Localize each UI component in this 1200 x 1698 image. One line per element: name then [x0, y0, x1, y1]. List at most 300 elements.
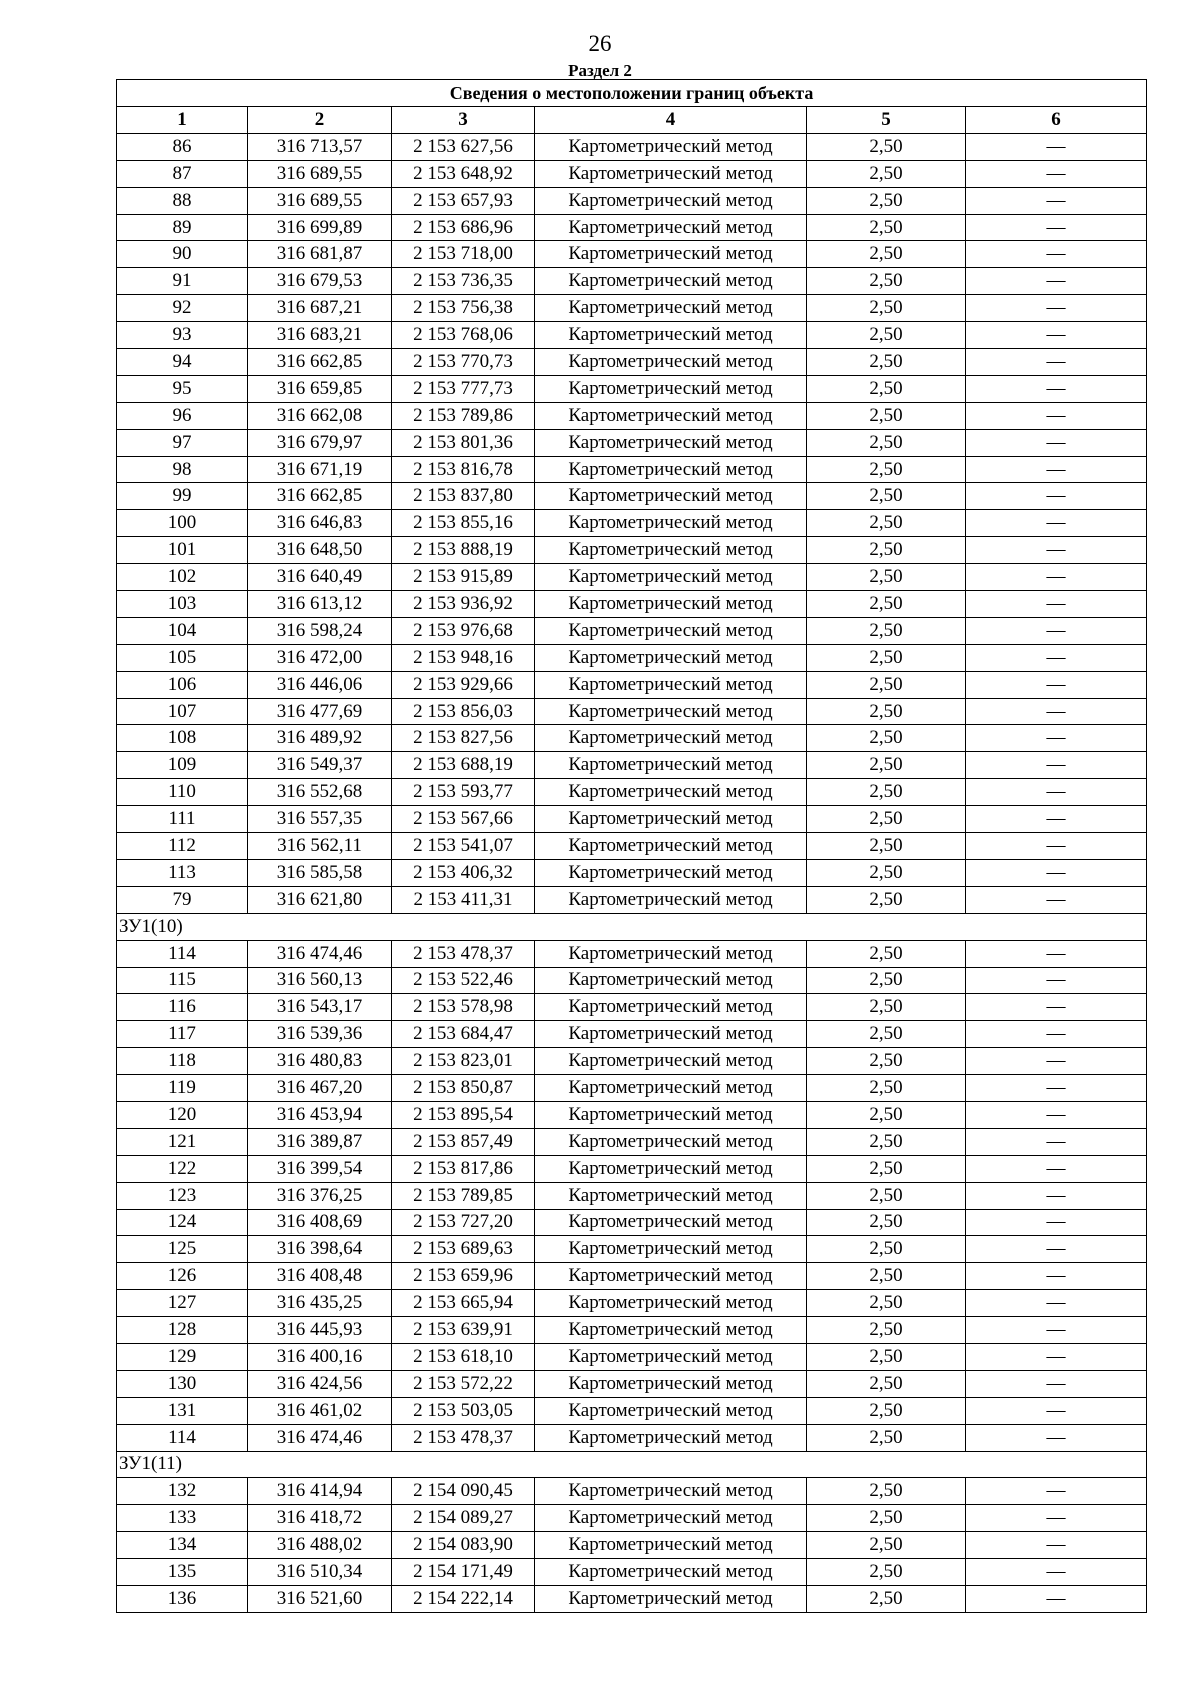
table-cell: Картометрический метод: [535, 752, 807, 779]
table-header-row: [117, 107, 1147, 134]
table-row: [117, 429, 1147, 456]
table-cell: 2,50: [807, 617, 966, 644]
table-row: [117, 1101, 1147, 1128]
table-cell: 2 153 816,78: [392, 456, 535, 483]
table-cell: 133: [117, 1505, 248, 1532]
table-cell: 316 400,16: [248, 1343, 392, 1370]
table-cell: 2 153 976,68: [392, 617, 535, 644]
table-cell: 110: [117, 779, 248, 806]
table-cell: 2,50: [807, 1317, 966, 1344]
table-cell: 2 153 857,49: [392, 1128, 535, 1155]
table-cell: Картометрический метод: [535, 1236, 807, 1263]
table-row: [117, 456, 1147, 483]
table-cell: Картометрический метод: [535, 375, 807, 402]
table-row: [117, 1559, 1147, 1586]
table-cell: 105: [117, 644, 248, 671]
table-cell: Картометрический метод: [535, 617, 807, 644]
table-row: [117, 510, 1147, 537]
table-cell: —: [966, 806, 1147, 833]
table-row: [117, 1182, 1147, 1209]
group-row: [117, 1451, 1147, 1478]
table-cell: Картометрический метод: [535, 1559, 807, 1586]
table-cell: 2,50: [807, 483, 966, 510]
table-cell: Картометрический метод: [535, 644, 807, 671]
table-cell: 135: [117, 1559, 248, 1586]
table-cell: —: [966, 1101, 1147, 1128]
table-cell: 127: [117, 1290, 248, 1317]
table-cell: 2,50: [807, 1532, 966, 1559]
table-cell: 2 153 789,86: [392, 402, 535, 429]
table-cell: 126: [117, 1263, 248, 1290]
table-row: [117, 1263, 1147, 1290]
table-cell: 101: [117, 537, 248, 564]
table-cell: Картометрический метод: [535, 1478, 807, 1505]
table-cell: 316 435,25: [248, 1290, 392, 1317]
table-cell: Картометрический метод: [535, 187, 807, 214]
table-cell: 2 153 627,56: [392, 133, 535, 160]
table-cell: 2,50: [807, 564, 966, 591]
table-cell: 98: [117, 456, 248, 483]
table-cell: 2 153 478,37: [392, 940, 535, 967]
table-cell: Картометрический метод: [535, 322, 807, 349]
table-cell: 2,50: [807, 429, 966, 456]
table-cell: 2 153 855,16: [392, 510, 535, 537]
table-cell: 2 153 503,05: [392, 1397, 535, 1424]
table-cell: 2 153 648,92: [392, 160, 535, 187]
table-cell: 116: [117, 994, 248, 1021]
table-cell: —: [966, 564, 1147, 591]
table-cell: 2,50: [807, 1424, 966, 1451]
table-cell: Картометрический метод: [535, 1397, 807, 1424]
table-cell: 2 153 718,00: [392, 241, 535, 268]
table-cell: 316 543,17: [248, 994, 392, 1021]
table-cell: Картометрический метод: [535, 537, 807, 564]
table-row: [117, 160, 1147, 187]
table-cell: —: [966, 1478, 1147, 1505]
table-cell: Картометрический метод: [535, 1209, 807, 1236]
table-cell: —: [966, 483, 1147, 510]
table-cell: Картометрический метод: [535, 671, 807, 698]
table-cell: 2 153 850,87: [392, 1075, 535, 1102]
table-cell: —: [966, 1585, 1147, 1612]
table-cell: 2,50: [807, 1263, 966, 1290]
table-row: [117, 1478, 1147, 1505]
table-cell: 2 153 827,56: [392, 725, 535, 752]
column-header: 4: [535, 107, 807, 134]
table-cell: 2,50: [807, 160, 966, 187]
table-row: [117, 295, 1147, 322]
table-cell: 2,50: [807, 591, 966, 618]
table-row: [117, 779, 1147, 806]
table-cell: 316 399,54: [248, 1155, 392, 1182]
table-cell: 2,50: [807, 859, 966, 886]
table-cell: —: [966, 1236, 1147, 1263]
table-cell: Картометрический метод: [535, 1182, 807, 1209]
table-cell: 114: [117, 1424, 248, 1451]
table-cell: 112: [117, 833, 248, 860]
table-row: [117, 967, 1147, 994]
table-cell: —: [966, 1424, 1147, 1451]
table-cell: —: [966, 1343, 1147, 1370]
table-row: [117, 617, 1147, 644]
table-row: [117, 322, 1147, 349]
table-cell: —: [966, 617, 1147, 644]
table-cell: 2,50: [807, 1021, 966, 1048]
table-cell: 2 154 089,27: [392, 1505, 535, 1532]
table-cell: 316 376,25: [248, 1182, 392, 1209]
table-cell: —: [966, 1075, 1147, 1102]
table-row: [117, 1209, 1147, 1236]
table-cell: 2,50: [807, 1478, 966, 1505]
table-cell: Картометрический метод: [535, 1290, 807, 1317]
table-row: [117, 1317, 1147, 1344]
table-cell: 316 662,08: [248, 402, 392, 429]
table-cell: 2,50: [807, 994, 966, 1021]
table-cell: 2,50: [807, 1236, 966, 1263]
table-cell: 88: [117, 187, 248, 214]
table-cell: 100: [117, 510, 248, 537]
table-cell: 104: [117, 617, 248, 644]
table-row: [117, 1397, 1147, 1424]
table-cell: 316 467,20: [248, 1075, 392, 1102]
table-row: [117, 402, 1147, 429]
table-cell: Картометрический метод: [535, 456, 807, 483]
table-body: [117, 133, 1147, 1612]
table-row: [117, 940, 1147, 967]
table-row: [117, 537, 1147, 564]
table-cell: 2 153 684,47: [392, 1021, 535, 1048]
table-cell: 2 153 789,85: [392, 1182, 535, 1209]
column-header: 1: [117, 107, 248, 134]
table-cell: Картометрический метод: [535, 510, 807, 537]
table-row: [117, 1236, 1147, 1263]
table-cell: 316 521,60: [248, 1585, 392, 1612]
table-cell: 2,50: [807, 402, 966, 429]
table-cell: 2 153 578,98: [392, 994, 535, 1021]
table-cell: 2 153 936,92: [392, 591, 535, 618]
table-cell: 2 153 618,10: [392, 1343, 535, 1370]
table-cell: 2,50: [807, 295, 966, 322]
table-cell: —: [966, 241, 1147, 268]
table-row: [117, 886, 1147, 913]
table-cell: 136: [117, 1585, 248, 1612]
table-cell: 2,50: [807, 806, 966, 833]
table-cell: —: [966, 1290, 1147, 1317]
table-cell: 2 154 222,14: [392, 1585, 535, 1612]
table-cell: —: [966, 187, 1147, 214]
table-cell: Картометрический метод: [535, 160, 807, 187]
table-cell: —: [966, 1559, 1147, 1586]
table-cell: 2 153 522,46: [392, 967, 535, 994]
table-cell: 2,50: [807, 886, 966, 913]
table-cell: —: [966, 886, 1147, 913]
table-cell: 130: [117, 1370, 248, 1397]
table-cell: 90: [117, 241, 248, 268]
table-cell: 2,50: [807, 214, 966, 241]
table-cell: 2,50: [807, 671, 966, 698]
table-cell: 316 408,69: [248, 1209, 392, 1236]
table-cell: 316 679,97: [248, 429, 392, 456]
table-cell: 316 414,94: [248, 1478, 392, 1505]
table-cell: 2,50: [807, 1290, 966, 1317]
column-header: 3: [392, 107, 535, 134]
table-cell: —: [966, 349, 1147, 376]
table-row: [117, 1343, 1147, 1370]
table-cell: 316 461,02: [248, 1397, 392, 1424]
table-cell: 2,50: [807, 833, 966, 860]
table-cell: —: [966, 1263, 1147, 1290]
table-row: [117, 833, 1147, 860]
table-row: [117, 1585, 1147, 1612]
table-cell: 107: [117, 698, 248, 725]
table-cell: 2,50: [807, 1397, 966, 1424]
table-cell: —: [966, 940, 1147, 967]
table-cell: 2 153 915,89: [392, 564, 535, 591]
table-cell: 316 613,12: [248, 591, 392, 618]
table-cell: 2,50: [807, 456, 966, 483]
table-cell: —: [966, 322, 1147, 349]
table-cell: Картометрический метод: [535, 268, 807, 295]
table-row: [117, 591, 1147, 618]
table-cell: 2,50: [807, 1075, 966, 1102]
table-cell: 316 488,02: [248, 1532, 392, 1559]
table-cell: 2,50: [807, 752, 966, 779]
table-cell: 316 659,85: [248, 375, 392, 402]
table-cell: 316 398,64: [248, 1236, 392, 1263]
table-cell: 2,50: [807, 268, 966, 295]
table-cell: 316 472,00: [248, 644, 392, 671]
table-cell: 316 408,48: [248, 1263, 392, 1290]
table-cell: 316 477,69: [248, 698, 392, 725]
table-cell: Картометрический метод: [535, 1317, 807, 1344]
table-cell: Картометрический метод: [535, 1021, 807, 1048]
table-cell: 128: [117, 1317, 248, 1344]
table-row: [117, 806, 1147, 833]
table-cell: 2 153 411,31: [392, 886, 535, 913]
table-cell: 316 446,06: [248, 671, 392, 698]
table-cell: Картометрический метод: [535, 1048, 807, 1075]
table-cell: Картометрический метод: [535, 1128, 807, 1155]
table-cell: 316 689,55: [248, 160, 392, 187]
table-row: [117, 1021, 1147, 1048]
table-cell: 113: [117, 859, 248, 886]
table-cell: 122: [117, 1155, 248, 1182]
table-row: [117, 752, 1147, 779]
table-cell: —: [966, 779, 1147, 806]
table-cell: —: [966, 1155, 1147, 1182]
table-cell: 316 557,35: [248, 806, 392, 833]
table-cell: 92: [117, 295, 248, 322]
table-cell: 2 153 593,77: [392, 779, 535, 806]
table-row: [117, 698, 1147, 725]
table-cell: 2 153 801,36: [392, 429, 535, 456]
table-cell: 124: [117, 1209, 248, 1236]
table-cell: 2,50: [807, 644, 966, 671]
table-cell: Картометрический метод: [535, 591, 807, 618]
table-cell: 2,50: [807, 1370, 966, 1397]
table-cell: 119: [117, 1075, 248, 1102]
table-cell: 95: [117, 375, 248, 402]
table-cell: Картометрический метод: [535, 295, 807, 322]
table-cell: —: [966, 833, 1147, 860]
table-cell: 99: [117, 483, 248, 510]
table-cell: —: [966, 591, 1147, 618]
table-caption-row: [117, 80, 1147, 107]
table-cell: —: [966, 698, 1147, 725]
table-cell: 106: [117, 671, 248, 698]
table-cell: —: [966, 510, 1147, 537]
table-cell: Картометрический метод: [535, 429, 807, 456]
table-cell: 111: [117, 806, 248, 833]
group-label: ЗУ1(11): [117, 1451, 1147, 1478]
column-header: 2: [248, 107, 392, 134]
table-cell: 316 480,83: [248, 1048, 392, 1075]
table-row: [117, 994, 1147, 1021]
table-row: [117, 725, 1147, 752]
table-cell: —: [966, 402, 1147, 429]
table-row: [117, 268, 1147, 295]
table-row: [117, 1128, 1147, 1155]
table-cell: 2 153 756,38: [392, 295, 535, 322]
table-cell: 129: [117, 1343, 248, 1370]
table-row: [117, 564, 1147, 591]
table-cell: Картометрический метод: [535, 1370, 807, 1397]
table-cell: 2,50: [807, 725, 966, 752]
table-cell: 2 153 572,22: [392, 1370, 535, 1397]
table-cell: Картометрический метод: [535, 1343, 807, 1370]
table-cell: —: [966, 214, 1147, 241]
table-cell: —: [966, 133, 1147, 160]
table-cell: 2 153 929,66: [392, 671, 535, 698]
table-cell: 316 453,94: [248, 1101, 392, 1128]
table-cell: —: [966, 1317, 1147, 1344]
table-cell: 2 153 770,73: [392, 349, 535, 376]
table-cell: 2 154 090,45: [392, 1478, 535, 1505]
table-cell: 2 153 768,06: [392, 322, 535, 349]
table-cell: 2,50: [807, 1559, 966, 1586]
table-cell: 2,50: [807, 349, 966, 376]
table-cell: 316 699,89: [248, 214, 392, 241]
table-cell: 134: [117, 1532, 248, 1559]
table-row: [117, 1532, 1147, 1559]
table-cell: 2 153 665,94: [392, 1290, 535, 1317]
table-cell: 118: [117, 1048, 248, 1075]
table-cell: —: [966, 456, 1147, 483]
table-row: [117, 1155, 1147, 1182]
table-row: [117, 1048, 1147, 1075]
table-cell: 316 689,55: [248, 187, 392, 214]
table-cell: —: [966, 160, 1147, 187]
table-cell: 89: [117, 214, 248, 241]
table-cell: 2 153 686,96: [392, 214, 535, 241]
table-cell: 2 153 478,37: [392, 1424, 535, 1451]
table-cell: 2,50: [807, 967, 966, 994]
table-cell: 2 153 657,93: [392, 187, 535, 214]
table-cell: 316 389,87: [248, 1128, 392, 1155]
table-cell: 316 687,21: [248, 295, 392, 322]
table-cell: 131: [117, 1397, 248, 1424]
table-row: [117, 483, 1147, 510]
table-cell: 2,50: [807, 1155, 966, 1182]
table-cell: 316 640,49: [248, 564, 392, 591]
table-cell: 316 662,85: [248, 349, 392, 376]
table-row: [117, 349, 1147, 376]
table-cell: 93: [117, 322, 248, 349]
table-cell: 117: [117, 1021, 248, 1048]
table-cell: Картометрический метод: [535, 1505, 807, 1532]
table-cell: 316 445,93: [248, 1317, 392, 1344]
table-cell: Картометрический метод: [535, 886, 807, 913]
table-row: [117, 214, 1147, 241]
table-cell: —: [966, 752, 1147, 779]
table-cell: 2 153 736,35: [392, 268, 535, 295]
table-cell: Картометрический метод: [535, 833, 807, 860]
table-cell: 316 539,36: [248, 1021, 392, 1048]
table-cell: 2 153 541,07: [392, 833, 535, 860]
table-cell: 316 560,13: [248, 967, 392, 994]
table-cell: —: [966, 1370, 1147, 1397]
table-cell: Картометрический метод: [535, 994, 807, 1021]
table-cell: 2,50: [807, 779, 966, 806]
table-cell: —: [966, 1128, 1147, 1155]
table-cell: 2,50: [807, 322, 966, 349]
table-cell: 316 713,57: [248, 133, 392, 160]
table-row: [117, 1075, 1147, 1102]
table-cell: Картометрический метод: [535, 940, 807, 967]
table-cell: 316 646,83: [248, 510, 392, 537]
table-cell: 2,50: [807, 1585, 966, 1612]
table-cell: 115: [117, 967, 248, 994]
table-cell: —: [966, 1048, 1147, 1075]
table-cell: Картометрический метод: [535, 349, 807, 376]
table-cell: 87: [117, 160, 248, 187]
table-cell: 2,50: [807, 1048, 966, 1075]
table-cell: 316 681,87: [248, 241, 392, 268]
table-cell: —: [966, 1021, 1147, 1048]
table-cell: 316 648,50: [248, 537, 392, 564]
table-cell: 316 621,80: [248, 886, 392, 913]
table-row: [117, 644, 1147, 671]
table-cell: 79: [117, 886, 248, 913]
table-cell: 94: [117, 349, 248, 376]
table-cell: 123: [117, 1182, 248, 1209]
table-row: [117, 859, 1147, 886]
table-cell: 2 153 689,63: [392, 1236, 535, 1263]
table-cell: 316 474,46: [248, 940, 392, 967]
table-cell: Картометрический метод: [535, 725, 807, 752]
table-cell: Картометрический метод: [535, 967, 807, 994]
table-cell: Картометрический метод: [535, 779, 807, 806]
table-caption: Сведения о местоположении границ объекта: [117, 80, 1147, 107]
table-cell: —: [966, 671, 1147, 698]
table-cell: 2,50: [807, 187, 966, 214]
table-cell: —: [966, 994, 1147, 1021]
table-row: [117, 241, 1147, 268]
table-cell: 109: [117, 752, 248, 779]
table-cell: 2 153 817,86: [392, 1155, 535, 1182]
table-cell: —: [966, 859, 1147, 886]
table-cell: 316 683,21: [248, 322, 392, 349]
table-row: [117, 1370, 1147, 1397]
group-row: [117, 913, 1147, 940]
table-cell: 102: [117, 564, 248, 591]
table-cell: 2,50: [807, 537, 966, 564]
table-cell: 2,50: [807, 1101, 966, 1128]
table-cell: 2,50: [807, 698, 966, 725]
table-cell: 2 153 856,03: [392, 698, 535, 725]
table-cell: Картометрический метод: [535, 1155, 807, 1182]
table-cell: 2 153 837,80: [392, 483, 535, 510]
